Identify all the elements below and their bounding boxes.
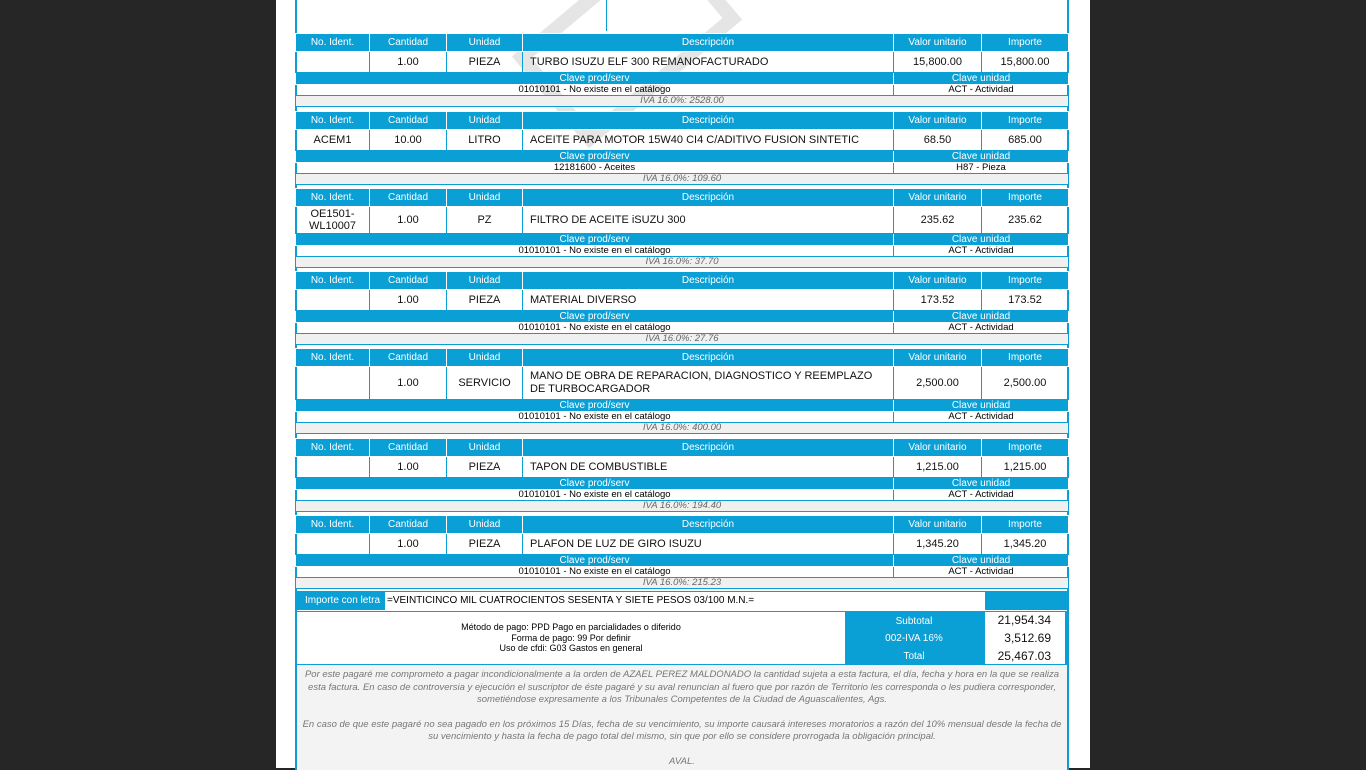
item-cantidad: 1.00 <box>370 367 447 400</box>
item-subrow <box>296 85 1069 96</box>
item-unidad: PZ <box>447 207 523 234</box>
item-unidad: LITRO <box>447 130 523 151</box>
metodo-pago: Método de pago: PPD Pago en parcialidades o diferido <box>461 622 681 632</box>
item-subrow <box>296 412 1069 423</box>
clave-prod-value: 01010101 - No existe en el catálogo <box>296 567 894 578</box>
line-item <box>295 438 1069 512</box>
line-item <box>295 188 1069 268</box>
column-header: Descripción <box>523 272 894 290</box>
item-subrow <box>296 490 1069 501</box>
item-subrow <box>296 555 1069 567</box>
forma-pago: Forma de pago: 99 Por definir <box>511 632 631 643</box>
invoice-frame <box>295 0 1069 770</box>
item-unidad: PIEZA <box>447 534 523 555</box>
item-subrow <box>296 567 1069 578</box>
column-header: Cantidad <box>370 272 447 290</box>
item-unidad: SERVICIO <box>447 367 523 400</box>
column-header: Unidad <box>447 349 523 367</box>
column-header: Valor unitario <box>894 516 982 534</box>
clave-prod-header: Clave prod/serv <box>296 151 894 163</box>
column-header: Cantidad <box>370 112 447 130</box>
column-header: Descripción <box>523 189 894 207</box>
column-header: Cantidad <box>370 516 447 534</box>
iva-value: IVA 16.0%: 27.76 <box>296 334 1069 345</box>
column-header: Unidad <box>447 112 523 130</box>
column-header: Cantidad <box>370 34 447 52</box>
column-header: Valor unitario <box>894 272 982 290</box>
clave-unidad-header: Clave unidad <box>894 311 1069 323</box>
column-header: Cantidad <box>370 439 447 457</box>
item-cantidad: 1.00 <box>370 52 447 73</box>
item-importe: 1,345.20 <box>982 534 1069 555</box>
clave-prod-header: Clave prod/serv <box>296 400 894 412</box>
item-subrow <box>296 257 1069 268</box>
column-header: Valor unitario <box>894 189 982 207</box>
clave-unidad-value: ACT - Actividad <box>894 412 1069 423</box>
iva-value: 3,512.69 <box>1004 631 1051 645</box>
column-header: Valor unitario <box>894 112 982 130</box>
clave-prod-header: Clave prod/serv <box>296 234 894 246</box>
item-importe: 173.52 <box>982 290 1069 311</box>
pagare-footer <box>297 665 1067 770</box>
column-header: Unidad <box>447 272 523 290</box>
clave-unidad-value: ACT - Actividad <box>894 246 1069 257</box>
item-subrow <box>296 501 1069 512</box>
column-headers <box>296 189 1069 207</box>
clave-unidad-header: Clave unidad <box>894 151 1069 163</box>
item-subrow <box>296 174 1069 185</box>
header-box <box>297 0 1067 31</box>
item-subrow <box>296 578 1069 589</box>
clave-unidad-header: Clave unidad <box>894 400 1069 412</box>
importe-letra-label: Importe con letra <box>305 595 381 606</box>
column-header: Importe <box>982 349 1069 367</box>
importe-con-letra-row <box>297 591 1067 610</box>
aval-text: AVAL. <box>669 755 695 767</box>
line-item <box>295 515 1069 589</box>
clave-prod-header: Clave prod/serv <box>296 73 894 85</box>
divider <box>606 0 607 31</box>
column-header: No. Ident. <box>296 439 370 457</box>
total-label: Total <box>903 651 925 662</box>
line-item <box>295 271 1069 345</box>
column-header: Descripción <box>523 112 894 130</box>
column-header: No. Ident. <box>296 34 370 52</box>
uso-cfdi: Uso de cfdi: G03 Gastos en general <box>499 643 643 653</box>
clave-prod-value: 01010101 - No existe en el catálogo <box>296 490 894 501</box>
item-unidad: PIEZA <box>447 52 523 73</box>
clave-prod-value: 12181600 - Aceites <box>296 163 894 174</box>
item-row <box>296 457 1069 478</box>
column-header: Importe <box>982 272 1069 290</box>
clave-unidad-header: Clave unidad <box>894 234 1069 246</box>
item-unidad: PIEZA <box>447 290 523 311</box>
column-header: Descripción <box>523 34 894 52</box>
item-descripcion: MANO DE OBRA DE REPARACION, DIAGNOSTICO Y REEMPLAZO DE TURBOCARGADOR <box>523 367 894 400</box>
item-subrow <box>296 423 1069 434</box>
importe-letra-value: =VEINTICINCO MIL CUATROCIENTOS SESENTA Y SIETE PESOS 03/100 M.N.= <box>385 592 985 610</box>
column-headers <box>296 516 1069 534</box>
clave-unidad-value: ACT - Actividad <box>894 490 1069 501</box>
item-subrow <box>296 73 1069 85</box>
item-id <box>296 52 370 73</box>
invoice-page <box>276 0 1090 768</box>
item-subrow <box>296 400 1069 412</box>
column-header: No. Ident. <box>296 189 370 207</box>
item-row <box>296 367 1069 400</box>
clave-prod-value: 01010101 - No existe en el catálogo <box>296 412 894 423</box>
subtotal-label: Subtotal <box>895 616 933 627</box>
item-cantidad: 1.00 <box>370 534 447 555</box>
item-importe: 2,500.00 <box>982 367 1069 400</box>
totals-section <box>297 611 1067 665</box>
subtotal-value: 21,954.34 <box>997 613 1051 627</box>
line-item <box>295 33 1069 107</box>
item-subrow <box>296 246 1069 257</box>
item-descripcion: TAPON DE COMBUSTIBLE <box>523 457 894 478</box>
column-header: Valor unitario <box>894 439 982 457</box>
column-header: Importe <box>982 516 1069 534</box>
column-headers <box>296 439 1069 457</box>
clave-prod-header: Clave prod/serv <box>296 478 894 490</box>
column-headers <box>296 34 1069 52</box>
iva-label: 002-IVA 16% <box>885 633 943 644</box>
item-descripcion: MATERIAL DIVERSO <box>523 290 894 311</box>
column-header: Unidad <box>447 189 523 207</box>
column-header: Descripción <box>523 439 894 457</box>
clave-unidad-header: Clave unidad <box>894 73 1069 85</box>
clave-prod-value: 01010101 - No existe en el catálogo <box>296 85 894 96</box>
column-header: No. Ident. <box>296 349 370 367</box>
item-subrow <box>296 478 1069 490</box>
column-header: Importe <box>982 189 1069 207</box>
clave-prod-value: 01010101 - No existe en el catálogo <box>296 246 894 257</box>
item-cantidad: 1.00 <box>370 290 447 311</box>
line-item <box>295 348 1069 434</box>
iva-value: IVA 16.0%: 109.60 <box>296 174 1069 185</box>
item-id <box>296 534 370 555</box>
item-valor-unitario: 235.62 <box>894 207 982 234</box>
column-header: Importe <box>982 34 1069 52</box>
column-header: Descripción <box>523 349 894 367</box>
column-header: Cantidad <box>370 189 447 207</box>
clave-unidad-value: ACT - Actividad <box>894 85 1069 96</box>
clave-prod-value: 01010101 - No existe en el catálogo <box>296 323 894 334</box>
column-headers <box>296 349 1069 367</box>
column-header: Importe <box>982 439 1069 457</box>
clave-unidad-value: ACT - Actividad <box>894 567 1069 578</box>
item-descripcion: FILTRO DE ACEITE iSUZU 300 <box>523 207 894 234</box>
column-header: Importe <box>982 112 1069 130</box>
column-header: No. Ident. <box>296 272 370 290</box>
item-id: OE1501-WL10007 <box>296 207 370 234</box>
payment-info <box>297 612 845 664</box>
intereses-text: En caso de que este pagaré no sea pagado en los próximos 15 Días, fecha de su vencimiento, su importe causará intereses moratorios a razón del 10% mensual desde la fecha de su vencimiento y hasta la fecha de pago total del mismo, sin que por ello se considere prorrogada la obligación principal. <box>302 718 1062 742</box>
item-subrow <box>296 163 1069 174</box>
column-header: Descripción <box>523 516 894 534</box>
item-subrow <box>296 334 1069 345</box>
item-descripcion: TURBO ISUZU ELF 300 REMANOFACTURADO <box>523 52 894 73</box>
item-row <box>296 534 1069 555</box>
item-subrow <box>296 151 1069 163</box>
item-importe: 685.00 <box>982 130 1069 151</box>
clave-unidad-value: ACT - Actividad <box>894 323 1069 334</box>
iva-value: IVA 16.0%: 194.40 <box>296 501 1069 512</box>
clave-prod-header: Clave prod/serv <box>296 311 894 323</box>
total-value: 25,467.03 <box>997 649 1051 663</box>
column-header: Valor unitario <box>894 349 982 367</box>
column-headers <box>296 272 1069 290</box>
item-valor-unitario: 15,800.00 <box>894 52 982 73</box>
column-header: Cantidad <box>370 349 447 367</box>
iva-value: IVA 16.0%: 2528.00 <box>296 96 1069 107</box>
column-headers <box>296 112 1069 130</box>
item-importe: 15,800.00 <box>982 52 1069 73</box>
item-id <box>296 367 370 400</box>
column-header: Unidad <box>447 439 523 457</box>
item-cantidad: 10.00 <box>370 130 447 151</box>
item-valor-unitario: 1,215.00 <box>894 457 982 478</box>
totals-values <box>985 612 1065 664</box>
item-valor-unitario: 1,345.20 <box>894 534 982 555</box>
item-descripcion: PLAFON DE LUZ DE GIRO ISUZU <box>523 534 894 555</box>
column-header: No. Ident. <box>296 516 370 534</box>
item-id: ACEM1 <box>296 130 370 151</box>
item-valor-unitario: 68.50 <box>894 130 982 151</box>
item-importe: 1,215.00 <box>982 457 1069 478</box>
item-valor-unitario: 2,500.00 <box>894 367 982 400</box>
iva-value: IVA 16.0%: 215.23 <box>296 578 1069 589</box>
item-row <box>296 290 1069 311</box>
item-cantidad: 1.00 <box>370 207 447 234</box>
column-header: Unidad <box>447 34 523 52</box>
item-id <box>296 290 370 311</box>
item-id <box>296 457 370 478</box>
item-row <box>296 207 1069 234</box>
clave-unidad-value: H87 - Pieza <box>894 163 1069 174</box>
item-row <box>296 52 1069 73</box>
column-header: No. Ident. <box>296 112 370 130</box>
column-header: Unidad <box>447 516 523 534</box>
line-item <box>295 111 1069 185</box>
iva-value: IVA 16.0%: 400.00 <box>296 423 1069 434</box>
iva-value: IVA 16.0%: 37.70 <box>296 257 1069 268</box>
clave-unidad-header: Clave unidad <box>894 478 1069 490</box>
clave-unidad-header: Clave unidad <box>894 555 1069 567</box>
clave-prod-header: Clave prod/serv <box>296 555 894 567</box>
item-row <box>296 130 1069 151</box>
item-subrow <box>296 311 1069 323</box>
item-subrow <box>296 323 1069 334</box>
pagare-text: Por este pagaré me comprometo a pagar incondicionalmente a la orden de AZAEL PEREZ MALDONADO la cantidad sujeta a esta factura, el día, fecha y hora en la que se realiza esta factura. En caso de controversia y ejecución el suscriptor de éste pagaré y su aval renuncian al fuero que por razón de Territorio les corresponda o les pudiera corresponder, sometiéndose expresamente a los Tribunales Competentes de la Ciudad de Aguascalientes, Ags. <box>304 669 1060 705</box>
item-descripcion: ACEITE PARA MOTOR 15W40 CI4 C/ADITIVO FUSION SINTETIC <box>523 130 894 151</box>
column-header: Valor unitario <box>894 34 982 52</box>
item-unidad: PIEZA <box>447 457 523 478</box>
item-cantidad: 1.00 <box>370 457 447 478</box>
item-importe: 235.62 <box>982 207 1069 234</box>
item-valor-unitario: 173.52 <box>894 290 982 311</box>
item-subrow <box>296 234 1069 246</box>
item-subrow <box>296 96 1069 107</box>
